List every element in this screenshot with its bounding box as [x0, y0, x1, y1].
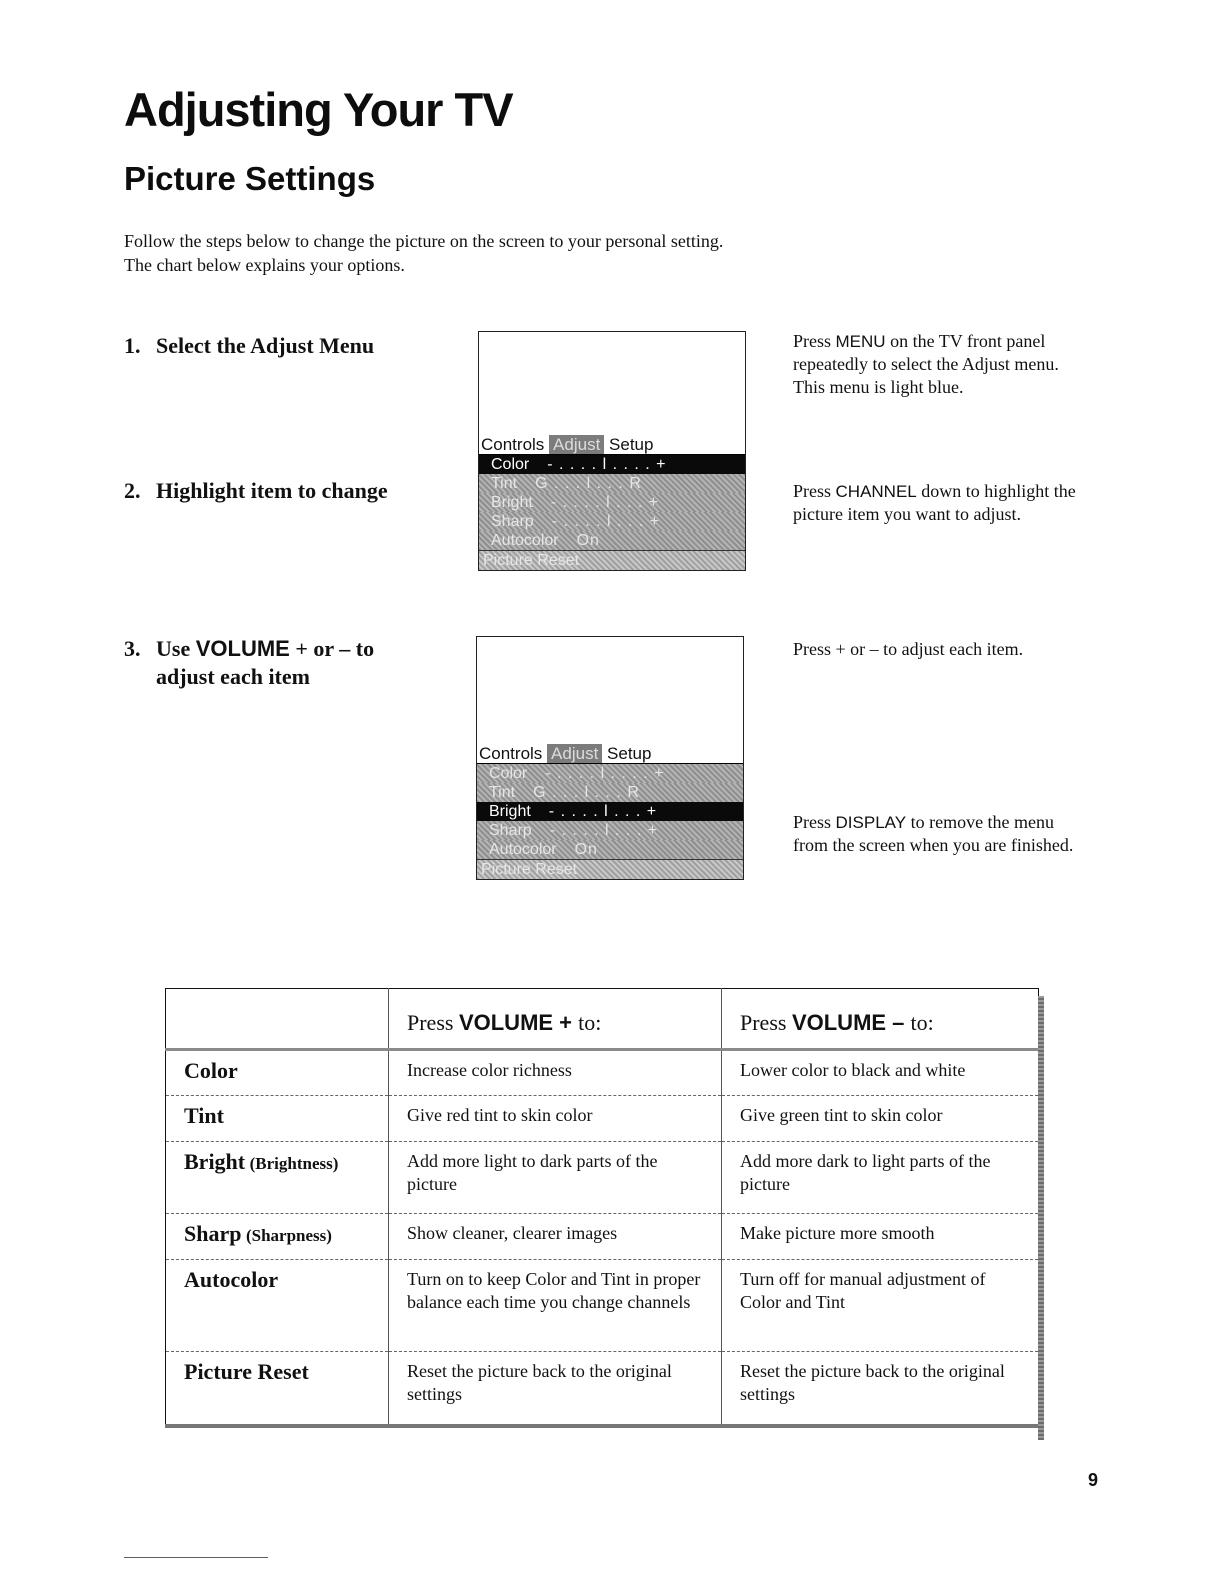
- step-3-number: 3.: [124, 636, 141, 661]
- header-setting-cell: [166, 989, 389, 1050]
- setting-name: Tint: [184, 1103, 224, 1128]
- tv-menu-item-sharp: [477, 821, 743, 840]
- tab-controls: Controls: [481, 435, 545, 454]
- item-label: Sharp: [491, 513, 534, 530]
- volume-minus-cell: Lower color to black and white: [722, 1050, 1039, 1096]
- item-label: Color: [489, 765, 528, 782]
- setting-cell: [166, 1142, 389, 1214]
- item-label: Autocolor: [491, 532, 559, 549]
- volume-plus-cell: Show cleaner, clearer images: [389, 1214, 722, 1260]
- tv-menu-item-tint: [479, 474, 745, 493]
- header-text: Press: [740, 1010, 787, 1035]
- step-2-text: Highlight item to change: [156, 478, 388, 503]
- intro-paragraph: Follow the steps below to change the picture on the screen to your personal setting. The chart below explains your options.: [124, 231, 724, 275]
- desc-text: Press: [793, 812, 832, 832]
- page-number: 9: [1088, 1470, 1099, 1490]
- desc-text: Press: [793, 331, 832, 351]
- header-key: VOLUME –: [791, 1010, 911, 1035]
- description-display: [793, 811, 1093, 857]
- tv-menu-tabs: [477, 743, 743, 764]
- menu-key-name: MENU: [835, 332, 886, 351]
- item-value: G . . . l . . . R: [533, 784, 640, 801]
- tv-menu-item-autocolor: [479, 531, 745, 550]
- page-title: Adjusting Your TV: [124, 83, 513, 136]
- setting-name: Picture Reset: [184, 1359, 309, 1384]
- item-label: Color: [491, 456, 530, 473]
- item-label: Autocolor: [489, 841, 557, 858]
- table-row: [166, 1096, 1039, 1142]
- table-shadow-edge: [1038, 996, 1044, 1440]
- picture-options-table: [165, 988, 1039, 1428]
- desc-text: on the TV front panel repeatedly to select the Adjust menu. This menu is light blue.: [793, 331, 1059, 397]
- setting-cell: [166, 1352, 389, 1426]
- setting-subname: (Sharpness): [245, 1226, 332, 1245]
- volume-minus-cell: Give green tint to skin color: [722, 1096, 1039, 1142]
- tv-menu-item-color: [479, 455, 745, 474]
- tv-adjust-menu: [477, 743, 743, 879]
- table-row: [166, 1142, 1039, 1214]
- desc-text: to remove the menu from the screen when you are finished.: [793, 812, 1074, 855]
- tab-controls: Controls: [479, 744, 543, 763]
- desc-text: Press: [793, 481, 832, 501]
- header-text: to:: [910, 1010, 934, 1035]
- volume-minus-cell: Make picture more smooth: [722, 1214, 1039, 1260]
- description-channel: [793, 480, 1093, 526]
- item-label: Sharp: [489, 822, 532, 839]
- footer-rule: [124, 1557, 268, 1558]
- step-3-label: [124, 635, 374, 691]
- volume-plus-cell: Give red tint to skin color: [389, 1096, 722, 1142]
- step-2-number: 2.: [124, 478, 141, 503]
- tv-menu-item-picture-reset: Picture Reset: [477, 859, 743, 879]
- item-value: - . . . . l . . . +: [550, 494, 660, 511]
- item-value: - . . . . l . . . +: [551, 513, 661, 530]
- header-volume-minus: [722, 989, 1039, 1050]
- step-2-label: [124, 477, 388, 505]
- volume-minus-cell: Turn off for manual adjustment of Color and Tint: [722, 1260, 1039, 1352]
- item-value: On: [576, 532, 600, 549]
- desc-text: down to highlight the picture item you want to adjust.: [793, 481, 1076, 524]
- volume-plus-cell: Turn on to keep Color and Tint in proper balance each time you change channels: [389, 1260, 722, 1352]
- item-value: - . . . . l . . . +: [548, 803, 658, 820]
- item-label: Tint: [491, 475, 518, 492]
- tv-menu-item-tint: [477, 783, 743, 802]
- header-text: Press: [407, 1010, 454, 1035]
- setting-cell: [166, 1214, 389, 1260]
- tv-menu-screenshot-adjust: [478, 331, 746, 571]
- tab-adjust: Adjust: [547, 744, 602, 763]
- setting-name: Bright: [184, 1149, 246, 1174]
- setting-cell: [166, 1096, 389, 1142]
- setting-name: Color: [184, 1058, 238, 1083]
- description-menu: [793, 330, 1093, 399]
- tv-menu-screenshot-bright: [476, 636, 744, 880]
- table-row: [166, 1050, 1039, 1096]
- header-text: to:: [578, 1010, 602, 1035]
- volume-minus-cell: Reset the picture back to the original settings: [722, 1352, 1039, 1426]
- header-volume-plus: [389, 989, 722, 1050]
- step-1-number: 1.: [124, 333, 141, 358]
- item-label: Bright: [491, 494, 533, 511]
- volume-minus-cell: Add more dark to light parts of the picture: [722, 1142, 1039, 1214]
- tv-adjust-menu: [479, 434, 745, 570]
- tv-menu-item-color: [477, 764, 743, 783]
- step-3-text-prefix: Use: [156, 636, 191, 661]
- item-value: On: [574, 841, 598, 858]
- tv-menu-item-autocolor: [477, 840, 743, 859]
- volume-plus-cell: Reset the picture back to the original settings: [389, 1352, 722, 1426]
- item-value: - . . . . l . . . . +: [547, 456, 667, 473]
- step-3-text-suffix: + or – to: [289, 636, 375, 661]
- item-label: Tint: [489, 784, 516, 801]
- setting-cell: [166, 1050, 389, 1096]
- item-label: Bright: [489, 803, 531, 820]
- setting-name: Sharp: [184, 1221, 242, 1246]
- item-value: - . . . . l . . . +: [549, 822, 659, 839]
- step-3-text-line2: adjust each item: [156, 664, 310, 689]
- setting-cell: [166, 1260, 389, 1352]
- header-key: VOLUME +: [458, 1010, 579, 1035]
- tv-menu-tabs: [479, 434, 745, 455]
- tab-setup: Setup: [609, 435, 654, 454]
- tv-menu-item-picture-reset: Picture Reset: [479, 550, 745, 570]
- channel-key-name: CHANNEL: [835, 482, 917, 501]
- tab-adjust: Adjust: [549, 435, 604, 454]
- item-value: - . . . . l . . . . +: [545, 765, 665, 782]
- step-3-text-key: VOLUME: [195, 636, 290, 661]
- volume-plus-cell: Add more light to dark parts of the picture: [389, 1142, 722, 1214]
- tab-setup: Setup: [607, 744, 652, 763]
- setting-subname: (Brightness): [249, 1154, 339, 1173]
- section-title: Picture Settings: [124, 160, 376, 197]
- step-1-text: Select the Adjust Menu: [156, 333, 375, 358]
- display-key-name: DISPLAY: [835, 813, 907, 832]
- tv-menu-item-bright: [479, 493, 745, 512]
- tv-menu-item-bright: [477, 802, 743, 821]
- table-row: [166, 1260, 1039, 1352]
- item-value: G . . . l . . . R: [535, 475, 642, 492]
- description-volume: Press + or – to adjust each item.: [793, 639, 1024, 659]
- step-1-label: [124, 332, 374, 360]
- setting-name: Autocolor: [184, 1267, 279, 1292]
- table-row: [166, 1352, 1039, 1426]
- volume-plus-cell: Increase color richness: [389, 1050, 722, 1096]
- table-header-row: [166, 989, 1039, 1050]
- tv-menu-item-sharp: [479, 512, 745, 531]
- table-row: [166, 1214, 1039, 1260]
